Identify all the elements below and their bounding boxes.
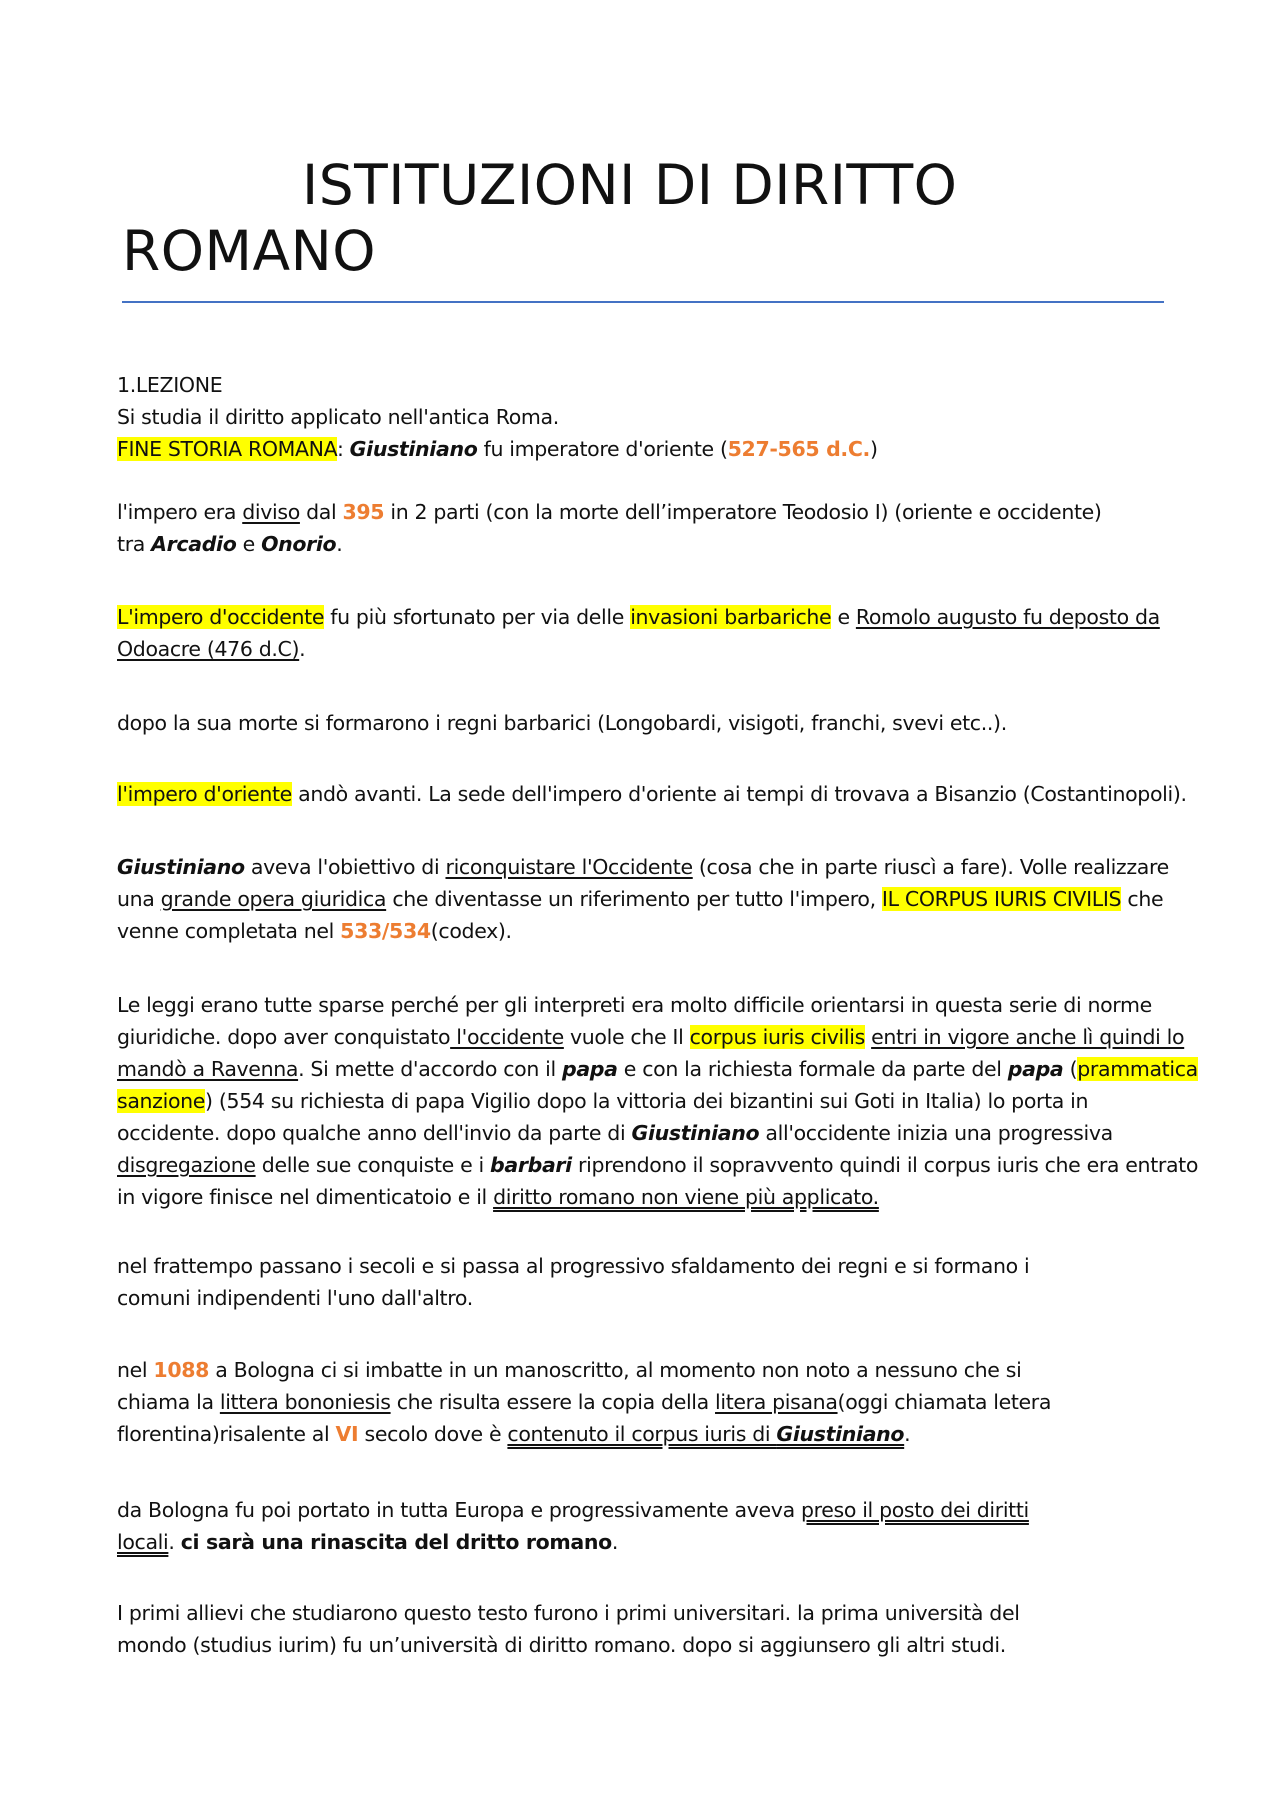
text-line: [117, 1386, 1257, 1418]
text-line: [117, 883, 1257, 915]
paragraph: [117, 1494, 1257, 1558]
text-run: che risulta essere la copia della: [390, 1390, 716, 1414]
paragraph: [117, 1597, 1257, 1661]
text-run: .: [611, 1530, 618, 1554]
text-line: [117, 1418, 1257, 1450]
styled-text-run: 533/534: [340, 919, 431, 943]
text-run: che: [1121, 887, 1164, 911]
styled-text-run: 1088: [153, 1358, 210, 1382]
text-run: florentina)risalente al: [117, 1422, 336, 1446]
text-line: [117, 433, 1257, 465]
text-run: dal: [299, 500, 343, 524]
text-run: Si studia il diritto applicato nell'antica Roma.: [117, 405, 559, 429]
text-line: [117, 1597, 1257, 1629]
text-run: fu più sfortunato per via delle: [324, 605, 631, 629]
styled-text-run: Odoacre (476 d.C): [117, 637, 300, 661]
text-run: ) (554 su richiesta di papa Vigilio dopo la vittoria dei bizantini sui Goti in Italia) lo porta in: [205, 1089, 1089, 1113]
text-run: in vigore finisce nel dimenticatoio e il: [117, 1185, 494, 1209]
styled-text-run: IL CORPUS IURIS CIVILIS: [881, 887, 1122, 911]
text-run: dopo la sua morte si formarono i regni barbarici (Longobardi, visigoti, franchi, svevi etc..).: [117, 711, 1007, 735]
styled-text-run: locali: [117, 1530, 169, 1554]
text-run: nel frattempo passano i secoli e si passa al progressivo sfaldamento dei regni e si formano i: [117, 1254, 1030, 1278]
paragraph: [117, 707, 1257, 739]
text-run: occidente. dopo qualche anno dell'invio da parte di: [117, 1121, 632, 1145]
text-run: .: [904, 1422, 911, 1446]
paragraph: [117, 496, 1257, 560]
text-run: una: [117, 887, 161, 911]
styled-text-run: 395: [342, 500, 385, 524]
text-line: [117, 1526, 1257, 1558]
text-run: .: [168, 1530, 181, 1554]
text-line: [117, 1149, 1257, 1181]
styled-text-run: Arcadio: [151, 532, 237, 556]
text-run: chiama la: [117, 1390, 220, 1414]
text-line: [117, 633, 1257, 665]
text-line: [117, 1250, 1257, 1282]
text-run: (cosa che in parte riuscì a fare). Volle realizzare: [692, 855, 1169, 879]
text-line: [117, 1021, 1257, 1053]
paragraph: [117, 369, 1257, 465]
paragraph: [117, 989, 1257, 1213]
styled-text-run: diritto romano non viene più applicato.: [493, 1185, 879, 1209]
text-run: (: [1063, 1057, 1078, 1081]
text-line: [117, 1494, 1257, 1526]
text-run: giuridiche. dopo aver conquistato: [117, 1025, 451, 1049]
text-run: andò avanti. La sede dell'impero d'oriente ai tempi di trovava a Bisanzio (Costantinopoli).: [291, 782, 1187, 806]
styled-text-run: ci sarà una rinascita del dritto romano: [180, 1530, 612, 1554]
paragraph: [117, 1354, 1257, 1450]
text-line: [117, 778, 1257, 810]
styled-text-run: Giustiniano: [349, 437, 478, 461]
document-title: [122, 152, 1172, 284]
text-line: [117, 1085, 1257, 1117]
text-run: (oggi chiamata letera: [837, 1390, 1052, 1414]
paragraph: [117, 601, 1257, 665]
styled-text-run: riconquistare l'Occidente: [445, 855, 693, 879]
text-run: l'impero era: [117, 500, 243, 524]
styled-text-run: diviso: [242, 500, 300, 524]
text-run: comuni indipendenti l'uno dall'altro.: [117, 1286, 473, 1310]
styled-text-run: Giustiniano: [776, 1422, 905, 1446]
title-divider: [122, 301, 1164, 303]
styled-text-run: 527-565 d.C.: [727, 437, 870, 461]
text-run: riprendono il sopravvento quindi il corpus iuris che era entrato: [571, 1153, 1199, 1177]
title-line-2: ROMANO: [122, 219, 377, 283]
styled-text-run: preso il posto dei diritti: [800, 1498, 1029, 1522]
styled-text-run: Romolo augusto fu deposto da: [855, 605, 1160, 629]
text-run: .: [336, 532, 343, 556]
text-run: vuole che Il: [563, 1025, 690, 1049]
text-line: [117, 1053, 1257, 1085]
styled-text-run: Giustiniano: [631, 1121, 760, 1145]
styled-text-run: Onorio: [261, 532, 337, 556]
styled-text-run: invasioni barbariche: [630, 605, 832, 629]
styled-text-run: L'impero d'occidente: [117, 605, 325, 629]
text-run: a Bologna ci si imbatte in un manoscritto, al momento non noto a nessuno che si: [209, 1358, 1022, 1382]
text-run: aveva l'obiettivo di: [244, 855, 446, 879]
text-run: da Bologna fu poi portato in tutta Europa e progressivamente aveva: [117, 1498, 801, 1522]
styled-text-run: disgregazione: [117, 1153, 256, 1177]
text-run: :: [336, 437, 350, 461]
text-line: [117, 915, 1257, 947]
text-run: fu imperatore d'oriente (: [477, 437, 728, 461]
text-run: (codex).: [430, 919, 512, 943]
text-run: .: [299, 637, 306, 661]
paragraph: [117, 851, 1257, 947]
text-run: venne completata nel: [117, 919, 341, 943]
text-run: che diventasse un riferimento per tutto l'impero,: [386, 887, 882, 911]
styled-text-run: papa: [562, 1057, 618, 1081]
text-run: secolo dove è: [358, 1422, 508, 1446]
styled-text-run: papa: [1007, 1057, 1064, 1081]
text-line: [117, 401, 1257, 433]
text-line: [117, 528, 1257, 560]
styled-text-run: VI: [335, 1422, 359, 1446]
text-line: [117, 1117, 1257, 1149]
styled-text-run: l'occidente: [450, 1025, 564, 1049]
styled-text-run: l'impero d'oriente: [117, 782, 292, 806]
paragraph: [117, 778, 1257, 810]
text-line: [117, 1282, 1257, 1314]
text-run: mondo (studius iurim) fu un’università di diritto romano. dopo si aggiunsero gli altri studi.: [117, 1633, 1006, 1657]
text-run: all'occidente inizia una progressiva: [759, 1121, 1113, 1145]
text-line: [117, 601, 1257, 633]
text-line: [117, 1181, 1257, 1213]
text-line: [117, 989, 1257, 1021]
text-run: . Si mette d'accordo con il: [298, 1057, 562, 1081]
text-run: e: [831, 605, 856, 629]
styled-text-run: grande opera giuridica: [160, 887, 387, 911]
styled-text-run: contenuto il corpus iuris di: [507, 1422, 777, 1446]
title-line-1: ISTITUZIONI DI DIRITTO: [302, 153, 958, 217]
text-line: [117, 496, 1257, 528]
styled-text-run: sanzione: [117, 1089, 206, 1113]
styled-text-run: litera pisana: [715, 1390, 838, 1414]
text-line: [117, 851, 1257, 883]
text-run: Le leggi erano tutte sparse perché per gli interpreti era molto difficile orientarsi in questa serie di norme: [117, 993, 1152, 1017]
styled-text-run: littera bononiesis: [219, 1390, 391, 1414]
styled-text-run: prammatica: [1077, 1057, 1198, 1081]
text-run: I primi allievi che studiarono questo testo furono i primi universitari. la prima università del: [117, 1601, 1020, 1625]
text-line: [117, 707, 1257, 739]
text-run: e con la richiesta formale da parte del: [617, 1057, 1008, 1081]
styled-text-run: corpus iuris civilis: [689, 1025, 865, 1049]
text-run: in 2 parti (con la morte dell’imperatore Teodosio I) (oriente e occidente): [384, 500, 1102, 524]
text-line: [117, 1629, 1257, 1661]
styled-text-run: barbari: [490, 1153, 572, 1177]
text-line: [117, 1354, 1257, 1386]
text-run: ): [869, 437, 878, 461]
text-run: nel: [117, 1358, 154, 1382]
text-run: 1.LEZIONE: [117, 373, 223, 397]
paragraph: [117, 1250, 1257, 1314]
text-run: e: [236, 532, 262, 556]
text-line: [117, 369, 1257, 401]
styled-text-run: Giustiniano: [117, 855, 245, 879]
text-run: tra: [117, 532, 152, 556]
styled-text-run: entri in vigore anche lì quindi lo: [871, 1025, 1185, 1049]
text-run: delle sue conquiste e i: [255, 1153, 491, 1177]
styled-text-run: FINE STORIA ROMANA: [117, 437, 337, 461]
styled-text-run: mandò a Ravenna: [117, 1057, 299, 1081]
